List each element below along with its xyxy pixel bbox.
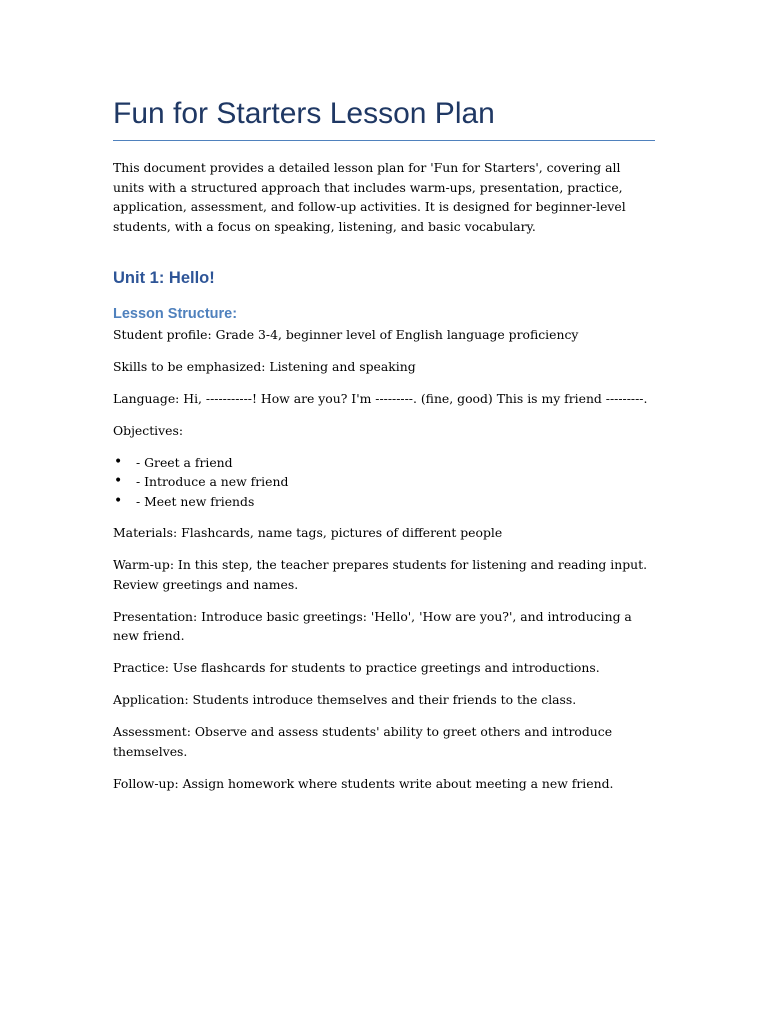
objective-text: - Introduce a new friend [136, 474, 289, 490]
materials-paragraph: Materials: Flashcards, name tags, pictures of different people [113, 525, 503, 541]
objectives-list [113, 453, 655, 511]
presentation-paragraph: Presentation: Introduce basic greetings: 'Hello', 'How are you?', and introducing a new friend. [113, 608, 632, 644]
objective-text: - Greet a friend [136, 455, 233, 470]
skills-paragraph: Skills to be emphasized: Listening and speaking [113, 359, 416, 374]
document-title: Fun for Starters Lesson Plan [113, 92, 655, 141]
objectives-label: Objectives: [113, 423, 184, 438]
bullet-icon: • [114, 454, 123, 470]
bullet-icon: • [114, 473, 123, 490]
application-paragraph: Application: Students introduce themselves and their friends to the class. [113, 692, 577, 708]
followup-paragraph: Follow-up: Assign homework where students write about meeting a new friend. [113, 775, 614, 791]
list-item [113, 453, 655, 472]
bullet-icon: • [114, 492, 123, 509]
unit-heading: Unit 1: Hello! [113, 269, 215, 287]
objective-text: - Meet new friends [136, 493, 255, 509]
list-item [113, 492, 655, 511]
practice-paragraph: Practice: Use flashcards for students to practice greetings and introductions. [113, 660, 600, 676]
document-body [113, 92, 655, 806]
assessment-paragraph: Assessment: Observe and assess students' ability to greet others and introduce themselves. [113, 724, 613, 759]
intro-paragraph: This document provides a detailed lesson plan for 'Fun for Starters', covering all units with a structured approach that includes warm-ups, presentation, practice, application, assessment, and follow-up activities. It is designed for beginner-level students, with a focus on speaking, listening, and basic vocabulary. [113, 160, 626, 234]
language-paragraph: Language: Hi, -----------! How are you? I'm ---------. (fine, good) This is my friend ---------. [113, 391, 648, 406]
warmup-paragraph: Warm-up: In this step, the teacher prepares students for listening and reading input. Review greetings and names. [113, 557, 648, 592]
lesson-structure-heading: Lesson Structure: [113, 306, 238, 322]
list-item [113, 472, 655, 491]
student-profile-paragraph: Student profile: Grade 3-4, beginner level of English language proficiency [113, 327, 579, 342]
